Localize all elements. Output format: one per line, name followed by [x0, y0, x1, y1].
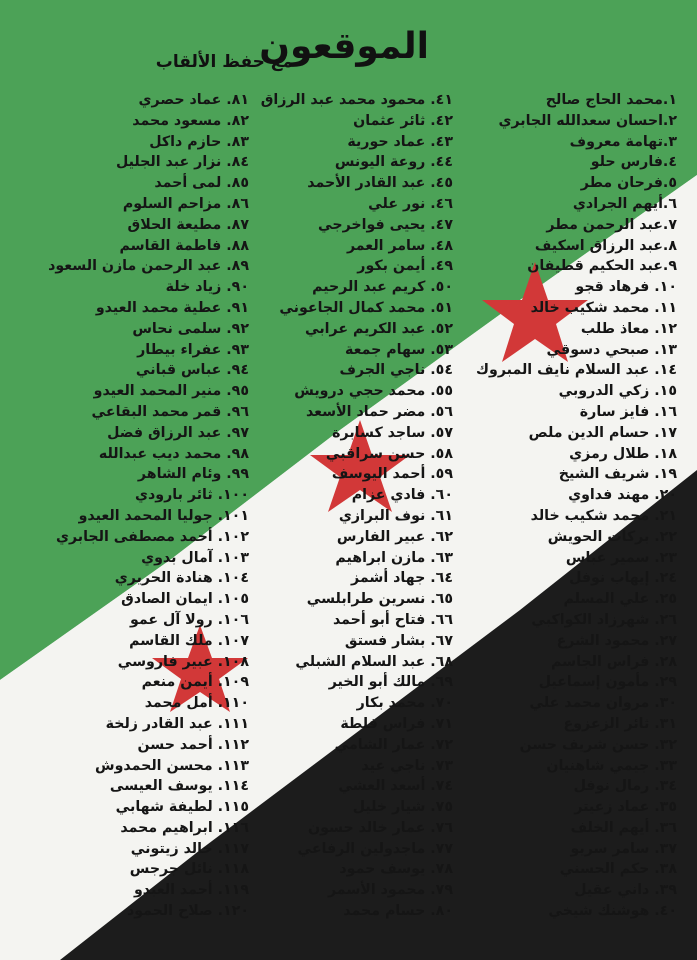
- signatory-list-item: ٨.عبد الرزاق اسكيف: [534, 237, 677, 254]
- signatory-list-item: ١١٨. نائل جرجس: [129, 861, 249, 878]
- signatory-list-item: ٦٢. عبير الفارس: [336, 528, 453, 545]
- signatory-list-item: ١١٢. أحمد حسن: [137, 736, 249, 753]
- signatory-list-item: ٥١. محمد كمال الجاعوني: [279, 299, 453, 316]
- signatory-list-item: ٩٧. عبد الرزاق فضل: [107, 424, 249, 441]
- signatory-list-item: ٢٥. علي المسلم: [563, 591, 677, 608]
- signatory-list-item: ١١. محمد شكيب خالد: [530, 299, 677, 316]
- signatory-list-item: ١١٤. يوسف العيسى: [109, 778, 249, 795]
- signatory-list-item: ٥٨. حسن سراقبي: [325, 445, 453, 462]
- signatory-list-item: ١٣. صبحي دسوقي: [546, 341, 677, 358]
- signatory-list-item: ١٠. فرهاد قجو: [575, 279, 677, 296]
- signatory-list-item: ٣٥. عماد زعيتر: [574, 799, 677, 816]
- signatory-list-item: ٤٨. سامر العمر: [346, 237, 453, 254]
- signatory-list-item: ٤٠. هوشنك شيخي: [548, 903, 677, 920]
- signatory-list-item: ٧٨. يوسف حمود: [339, 861, 453, 878]
- signatory-list-item: ١٤. عبد السلام نايف المبروك: [476, 362, 677, 379]
- signatories-column-3: [9, 90, 249, 922]
- signatory-list-item: ٤٧. يحيى فواخرجي: [318, 216, 453, 233]
- signatory-list-item: ٦٤. جهاد أشمز: [351, 570, 453, 587]
- signatory-list-item: ١٥. زكي الدروبي: [558, 383, 677, 400]
- signatory-list-item: ١٠٤. هنادة الحريري: [114, 570, 249, 587]
- signatory-list-item: ٢٢. بركات الحويش: [547, 528, 677, 545]
- signatory-list-item: ٥٢. عبد الكريم عرابي: [305, 320, 453, 337]
- signatory-list-item: ٦.أيهم الجرادي: [572, 195, 677, 212]
- signatory-list-item: ٧٧. ماجدولين الرفاعي: [297, 840, 453, 857]
- signatory-list-item: ٦٥. نسرين طرابلسي: [306, 591, 453, 608]
- signatory-list-item: ٨٤. نزار عبد الجليل: [115, 154, 249, 171]
- signatory-list-item: ٥٦. مضر حماد الأسعد: [305, 403, 453, 420]
- signatory-list-item: ٩٥. منير المحمد العيدو: [93, 383, 249, 400]
- signatory-list-item: ٨٢. مسعود محمد: [132, 112, 249, 129]
- signatory-list-item: ١١٣. محسن الحمدوش: [95, 757, 249, 774]
- signatory-list-item: ١٠٠. ثائر بارودي: [135, 487, 249, 504]
- signatory-list-item: ٦٨. عبد السلام الشبلي: [295, 653, 453, 670]
- signatory-list-item: ٥٤. ناجي الجرف: [339, 362, 453, 379]
- signatory-list-item: ٨٥. لمى أحمد: [154, 175, 249, 192]
- signatory-list-item: ٢٦. شهرزاد الكواكبي: [531, 611, 677, 628]
- signatory-list-item: ٣٧. سامر سريو: [570, 840, 677, 857]
- signatory-list-item: ٢٧. محمود الشرع: [556, 632, 677, 649]
- signatory-list-item: ١١٠. أمل محمد: [144, 695, 249, 712]
- signatory-list-item: ٨٩. عبد الرحمن مازن السعود: [48, 258, 249, 275]
- signatory-list-item: ٨٣. حازم داكل: [149, 133, 249, 150]
- signatory-list-item: ٣٦. أيهم الخلف: [570, 819, 677, 836]
- signatory-list-item: ٩٦. قمر محمد البقاعي: [91, 403, 249, 420]
- signatory-list-item: ٢.احسان سعدالله الجابري: [498, 112, 677, 129]
- signatory-list-item: ٢٤. إيهاب نوفل: [569, 570, 677, 587]
- signatory-list-item: ٦٦. فتاح أبو أحمد: [332, 611, 453, 628]
- signatory-list-item: ٨٠. حسام محمد: [343, 903, 453, 920]
- signatory-list-item: ٧٤. أسعد العشي: [338, 778, 453, 795]
- signatory-list-item: ٩٨. محمد ديب عبدالله: [98, 445, 249, 462]
- signatory-list-item: ٥٧. ساجد كسابرة: [332, 424, 453, 441]
- signatory-list-item: ١٠٩. أيمن منعم: [141, 674, 249, 691]
- signatory-list-item: ٢٠. مهند فداوي: [568, 487, 677, 504]
- signatory-list-item: ٦٠. فادي عزام: [351, 487, 453, 504]
- signatory-list-item: ٣١. ثائر الزعزوع: [563, 715, 677, 732]
- signatory-list-item: ٦٧. بشار فستق: [344, 632, 453, 649]
- signatory-list-item: ٧٥. شيار خليل: [352, 799, 453, 816]
- signatory-list-item: ٤.فارس حلو: [590, 154, 677, 171]
- signatory-list-item: ٥٣. سهام جمعة: [345, 341, 453, 358]
- signatory-list-item: ٣٠. مروان محمد علي: [529, 695, 677, 712]
- signatory-list-item: ٤٢. ثائر عثمان: [353, 112, 453, 129]
- signatory-list-item: ١١١. عبد القادر زلخة: [105, 715, 249, 732]
- signatory-list-item: ٧١. فراس فلطة: [340, 715, 453, 732]
- signatory-list-item: ٤٤. روعة اليونس: [334, 154, 453, 171]
- signatory-list-item: ٩٤. عباس قباني: [135, 362, 249, 379]
- signatory-list-item: ٩٢. سلمى نحاس: [132, 320, 249, 337]
- signatory-list-item: ١٨. طلال رمزي: [569, 445, 677, 462]
- page-subtitle: مع حفظ الألقاب: [155, 52, 293, 72]
- signatory-list-item: ٥٥. محمد حجي درويش: [294, 383, 453, 400]
- signatory-list-item: ١٠٥. ايمان الصادق: [121, 591, 249, 608]
- signatory-list-item: ٤١. محمود محمد عبد الرزاق: [260, 92, 453, 108]
- signatory-list-item: ٩٠. زياد خلة: [165, 279, 249, 296]
- signatory-list-item: ٢٣. سمير عباس: [565, 549, 677, 566]
- signatory-list-item: ٤٦. نور علي: [368, 195, 453, 212]
- signatory-list-item: ٨٧. مطيعة الحلاق: [127, 216, 249, 233]
- signatories-column-1: [477, 90, 677, 922]
- signatory-list-item: ٤٣. عماد حورية: [347, 133, 453, 150]
- page-title: الموقعون: [259, 26, 429, 67]
- signatory-list-item: ٣٢. حسن شريف حسن: [519, 736, 677, 753]
- header: [0, 26, 697, 86]
- signatory-list-item: ٣٣. جيمي شاهنيان: [546, 757, 677, 774]
- signatory-list-item: ١٢٠. صلاح الحمود: [126, 903, 249, 920]
- signatory-list-item: ١٠٦. رولا آل عمو: [129, 611, 249, 628]
- signatory-list-item: ٦٩. مالك أبو الخير: [328, 674, 453, 691]
- signatory-list-item: ١٩. شريف الشيخ: [558, 466, 677, 483]
- signatory-list-item: ٦٣. مازن ابراهيم: [335, 549, 453, 566]
- signatory-list-item: ١.محمد الحاج صالح: [545, 92, 677, 108]
- signatory-list-item: ٣٩. داني عقيل: [574, 882, 677, 899]
- signatories-column-2: [253, 90, 453, 922]
- signatory-list-item: ٧٣. ناجي عيد: [361, 757, 453, 774]
- signatory-list-item: ٧٠. محمد بكار: [356, 695, 453, 712]
- signatory-list-item: ١٠٣. آمال بدوي: [141, 549, 249, 566]
- signatory-list-item: ٢٩. مأمون إسماعيل: [538, 674, 677, 691]
- signatory-list-item: ٧٢. عمار الشامي: [334, 736, 453, 753]
- signatory-list-item: ٧٩. محمود الأسمر: [327, 882, 453, 899]
- signatory-list-item: ١٠٢. أحمد مصطفى الجابري: [55, 528, 249, 545]
- signatory-list-item: ١١٧. خالد زيتوني: [130, 840, 249, 857]
- signatory-list-item: ١١٩. أحمد العبدو: [133, 882, 249, 899]
- signatory-list-item: ٣.تهامة معروف: [569, 133, 677, 150]
- signatory-list-item: ٨٦. مزاحم السلوم: [122, 195, 249, 212]
- signatory-list-item: ١١٥. لطيفة شهابي: [115, 799, 249, 816]
- signatory-list-item: ٩.عبد الحكيم قطيفان: [527, 258, 677, 275]
- signatory-list-item: ١٢. معاذ طلب: [580, 320, 677, 337]
- signatory-list-item: ٥.فرحان مطر: [580, 175, 677, 192]
- signatory-list-item: ٣٨. حكم الحسني: [559, 861, 677, 878]
- signatory-list-item: ١٦. فايز سارة: [579, 403, 677, 420]
- signatory-list-item: ٢١. محمد شكيب خالد: [530, 507, 677, 524]
- signatory-list-item: ١٠٨. عبير فاروسي: [117, 653, 249, 670]
- signatory-list-item: ٤٥. عبد القادر الأحمد: [307, 175, 453, 192]
- signatory-list-item: ٥٠. كريم عبد الرحيم: [312, 279, 453, 296]
- signatory-list-item: ٩٩. وئام الشاهر: [137, 466, 249, 483]
- signatory-list-item: ٩٣. عفراء بيطار: [137, 341, 249, 358]
- signatory-list-item: ٧.عبد الرحمن مطر: [546, 216, 677, 233]
- signatory-list-item: ٨٨. فاطمة القاسم: [119, 237, 249, 254]
- signatory-list-item: ٨١. عماد حصري: [138, 92, 249, 108]
- signatory-list-item: ٧٦. عمار خالد حسون: [308, 819, 453, 836]
- signatory-list-item: ٢٨. فراس الجاسم: [551, 653, 677, 670]
- signatory-list-item: ١٠١. جوليا المحمد العيدو: [78, 507, 249, 524]
- signatory-list-item: ١٠٧. ملك القاسم: [129, 632, 249, 649]
- signatory-list-item: ٩١. عطية محمد العيدو: [95, 299, 249, 316]
- signatory-list-item: ٥٩. أحمد اليوسف: [331, 466, 453, 483]
- signatory-list-item: ٦١. نوف البرازي: [338, 507, 453, 524]
- signatory-list-item: ٤٩. أيمن بكور: [357, 258, 453, 275]
- signatory-list-item: ٣٤. رمال نوفل: [573, 778, 677, 795]
- signatory-list-item: ١٧. حسام الدين ملص: [528, 424, 677, 441]
- signatory-list-item: ١١٦. ابراهيم محمد: [120, 819, 249, 836]
